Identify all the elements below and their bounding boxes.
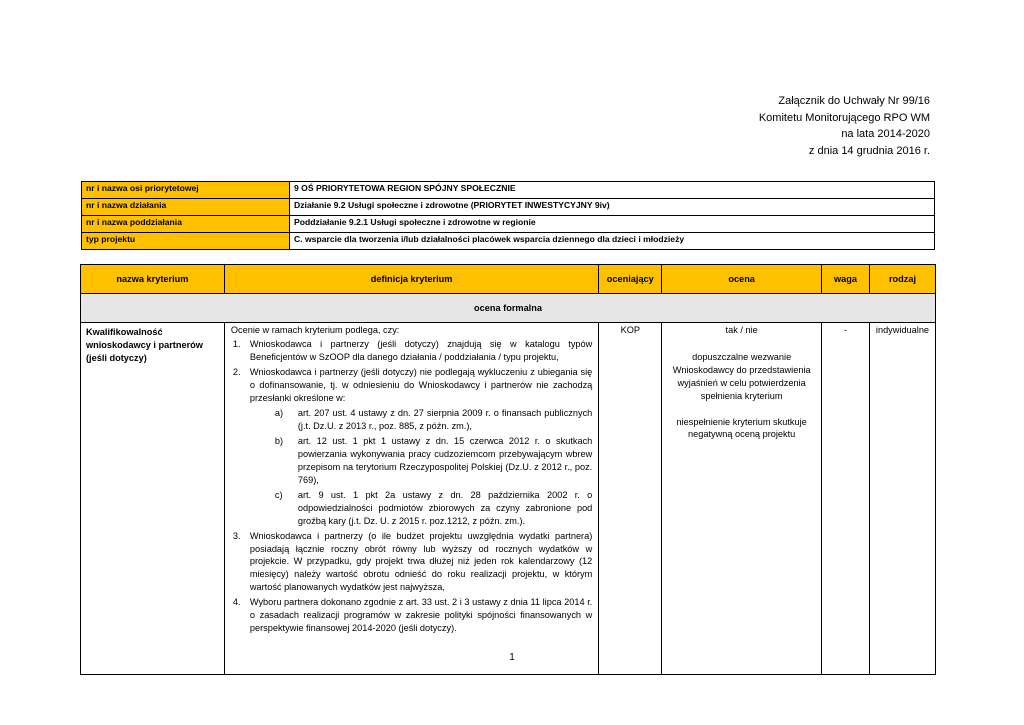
- sub-list-text: art. 207 ust. 4 ustawy z dn. 27 sierpnia 2009 r. o finansach publicznych (j.t. Dz.U. z 2013 r., poz. 885, z późn. zm.),: [297, 408, 593, 432]
- info-value: Poddziałanie 9.2.1 Usługi społeczne i zdrowotne w regionie: [290, 216, 935, 233]
- sub-list-letter: b): [274, 436, 284, 447]
- info-label: nr i nazwa osi priorytetowej: [82, 182, 290, 199]
- info-row-axis: [82, 182, 935, 199]
- list-item: [231, 596, 592, 635]
- info-label: nr i nazwa poddziałania: [82, 216, 290, 233]
- definition-intro: Ocenie w ramach kryterium podlega, czy:: [230, 325, 400, 335]
- info-row-action: [82, 199, 935, 216]
- sub-list-item: [250, 489, 592, 528]
- list-item: [231, 366, 592, 528]
- info-row-subaction: [82, 216, 935, 233]
- header-criterion-name: nazwa kryterium: [81, 265, 225, 294]
- assessment-clarification: dopuszczalne wezwanie Wnioskodawcy do przedstawienia wyjaśnień w celu potwierdzenia spełnienia kryterium: [672, 351, 811, 401]
- criterion-name: Kwalifikowalność wnioskodawcy i partnerów (jeśli dotyczy): [81, 323, 225, 675]
- criterion-definition: [224, 323, 598, 675]
- list-item: [231, 530, 592, 595]
- header-line-4: z dnia 14 grudnia 2016 r.: [808, 144, 930, 157]
- info-value: C. wsparcie dla tworzenia i/lub działalności placówek wsparcia dziennego dla dzieci i młodzieży: [290, 233, 935, 250]
- criterion-weight: -: [822, 323, 870, 675]
- header-type: rodzaj: [869, 265, 935, 294]
- header-evaluator: oceniający: [599, 265, 662, 294]
- sub-list-text: art. 12 ust. 1 pkt 1 ustawy z dn. 15 czerwca 2012 r. o skutkach powierzania wykonywania pracy cudzoziemcom przebywającym wbrew przepisom na terytorium Rzeczypospolitej Polskiej (Dz.U. z 2012 r., poz. 769),: [297, 436, 593, 485]
- assessment-scale: tak / nie: [725, 325, 758, 335]
- criterion-list: [231, 338, 592, 635]
- resolution-header: [759, 93, 930, 159]
- list-text: Wnioskodawca i partnerzy (o ile budżet projektu uwzględnia wydatki partnera) posiadają łącznie roczny obrót równy lub wyższy od rocznych wydatków w projekcie. W przypadku, gdy projekt trwa dłużej niż jeden rok kalendarzowy (12 miesięcy) należy wartość obrotu odnieść do roku realizacji projektu, w którym wartość planowanych wydatków jest najwyższa,: [249, 530, 593, 593]
- criterion-type: indywidualne: [869, 323, 935, 675]
- program-info-table: [81, 181, 935, 250]
- section-row: [81, 294, 936, 323]
- list-number: 2.: [232, 366, 241, 377]
- info-value: 9 OŚ PRIORYTETOWA REGION SPÓJNY SPOŁECZNIE: [290, 182, 935, 199]
- criterion-assessment: [662, 323, 822, 675]
- sub-list-text: art. 9 ust. 1 pkt 2a ustawy z dn. 28 października 2002 r. o odpowiedzialności podmiotów zbiorowych za czyny zabronione pod groźbą kary (j.t. Dz. U. z 2015 r. poz.1212, z późn. zm.).: [297, 489, 593, 526]
- criterion-row: [81, 323, 936, 675]
- header-criterion-definition: definicja kryterium: [224, 265, 598, 294]
- header-line-3: na lata 2014-2020: [841, 128, 930, 140]
- sub-list-letter: c): [274, 489, 283, 500]
- list-text: Wnioskodawca i partnerzy (jeśli dotyczy) nie podlegają wykluczeniu z ubiegania się o dofinansowanie, tj. w odniesieniu do Wnioskodawcy i partnerów nie zachodzą przesłanki określone w:: [249, 366, 593, 403]
- info-label: typ projektu: [82, 233, 290, 250]
- sub-list: [250, 407, 592, 527]
- assessment-consequence: niespełnienie kryterium skutkuje negatywną oceną projektu: [676, 416, 807, 440]
- sub-list-item: [250, 435, 592, 487]
- info-label: nr i nazwa działania: [82, 199, 290, 216]
- info-value: Działanie 9.2 Usługi społeczne i zdrowotne (PRIORYTET INWESTYCYJNY 9iv): [290, 199, 935, 216]
- list-text: Wyboru partnera dokonano zgodnie z art. 33 ust. 2 i 3 ustawy z dnia 11 lipca 2014 r. o zasadach realizacji programów w zakresie polityki spójności finansowanych w perspektywie finansowej 2014-2020 (jeśli dotyczy).: [249, 597, 593, 633]
- info-row-project-type: [82, 233, 935, 250]
- header-line-2: Komitetu Monitorującego RPO WM: [758, 111, 930, 124]
- header-weight: waga: [822, 265, 870, 294]
- sub-list-item: [250, 407, 592, 433]
- list-text: Wnioskodawca i partnerzy (jeśli dotyczy) znajdują się w katalogu typów Beneficjentów w SzOOP dla danego działania / poddziałania / typu projektu,: [249, 338, 593, 362]
- list-item: [231, 338, 592, 364]
- list-number: 3.: [232, 530, 241, 541]
- criterion-evaluator: KOP: [599, 323, 662, 675]
- header-assessment: ocena: [662, 265, 822, 294]
- section-title: ocena formalna: [81, 294, 936, 323]
- criteria-header-row: [81, 265, 936, 294]
- list-number: 4.: [232, 597, 241, 608]
- page-number: 1: [509, 652, 515, 663]
- header-line-1: Załącznik do Uchwały Nr 99/16: [778, 95, 930, 107]
- criteria-table: [80, 264, 936, 675]
- sub-list-letter: a): [274, 408, 284, 419]
- list-number: 1.: [232, 338, 241, 349]
